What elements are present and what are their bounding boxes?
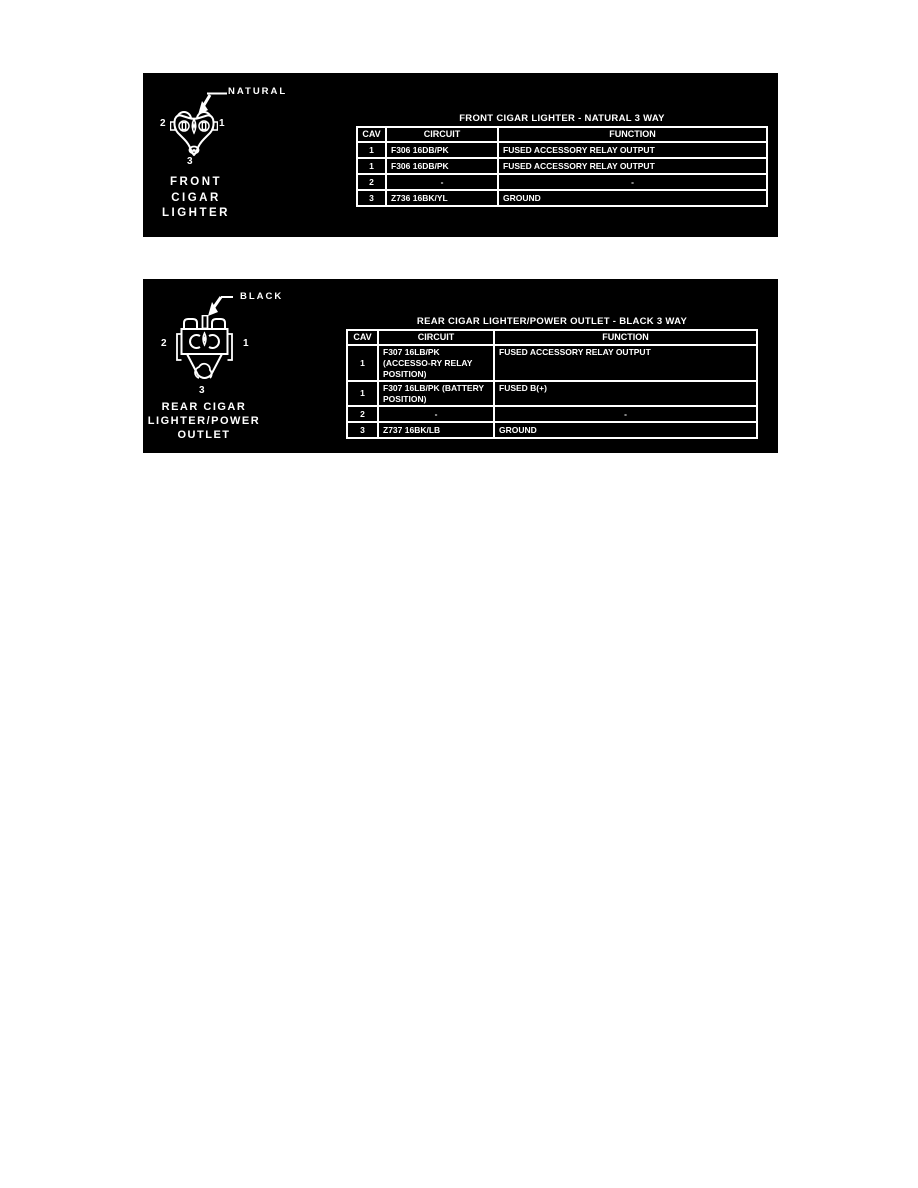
cav-cell: 3: [347, 422, 378, 438]
cav-cell: 2: [347, 406, 378, 422]
function-cell: GROUND: [498, 190, 767, 206]
cav-cell: 3: [357, 190, 386, 206]
table-row: [347, 381, 757, 406]
circuit-cell: F306 16DB/PK: [386, 142, 498, 158]
cav-header: CAV: [347, 330, 378, 345]
pin-3-label: 3: [187, 156, 193, 167]
pin-1-label: 1: [243, 338, 249, 349]
circuit-header: CIRCUIT: [386, 127, 498, 142]
cav-cell: 2: [357, 174, 386, 190]
front-cigar-lighter-panel: [143, 73, 778, 237]
function-cell: FUSED ACCESSORY RELAY OUTPUT: [494, 345, 757, 381]
function-header: FUNCTION: [494, 330, 757, 345]
pinout-table-block: [356, 113, 768, 207]
cav-cell: 1: [347, 345, 378, 381]
pinout-table: [356, 126, 768, 207]
connector-color-label: BLACK: [240, 291, 284, 302]
circuit-cell: Z737 16BK/LB: [378, 422, 494, 438]
caption-line: FRONT: [169, 176, 223, 188]
table-row: [347, 345, 757, 381]
caption-line: CIGAR: [171, 191, 221, 204]
connector-caption: [139, 400, 269, 442]
function-header: FUNCTION: [498, 127, 767, 142]
cav-header: CAV: [357, 127, 386, 142]
connector-caption: [151, 175, 241, 222]
pin-1-label: 1: [219, 118, 225, 129]
caption-line: LIGHTER: [162, 207, 230, 219]
rear-cigar-lighter-panel: [143, 279, 778, 453]
function-cell: FUSED B(+): [494, 381, 757, 406]
cav-cell: 1: [357, 158, 386, 174]
cav-cell: 1: [347, 381, 378, 406]
function-cell: -: [494, 406, 757, 422]
function-cell: -: [498, 174, 767, 190]
function-cell: GROUND: [494, 422, 757, 438]
table-row: [357, 158, 767, 174]
circuit-cell: -: [386, 174, 498, 190]
header-row: [357, 127, 767, 142]
pin-2-label: 2: [160, 118, 166, 129]
rear-connector-diagram: [176, 315, 233, 385]
circuit-cell: Z736 16BK/YL: [386, 190, 498, 206]
table-title: FRONT CIGAR LIGHTER - NATURAL 3 WAY: [459, 113, 665, 124]
table-row: [357, 190, 767, 206]
function-cell: FUSED ACCESSORY RELAY OUTPUT: [498, 142, 767, 158]
pinout-table: [346, 329, 758, 439]
pinout-table-block: [346, 316, 758, 439]
cav-cell: 1: [357, 142, 386, 158]
caption-line: REAR CIGAR: [161, 401, 247, 413]
circuit-cell: -: [378, 406, 494, 422]
pin-3-label: 3: [199, 385, 205, 396]
table-row: [357, 142, 767, 158]
caption-line: LIGHTER/POWER: [147, 415, 261, 427]
pin-2-label: 2: [161, 338, 167, 349]
circuit-cell: F307 16LB/PK (BATTERY POSITION): [378, 381, 494, 406]
caption-line: OUTLET: [177, 429, 231, 441]
table-title: REAR CIGAR LIGHTER/POWER OUTLET - BLACK 3 WAY: [416, 316, 688, 327]
circuit-cell: F306 16DB/PK: [386, 158, 498, 174]
circuit-header: CIRCUIT: [378, 330, 494, 345]
front-connector-diagram: [170, 111, 218, 157]
table-row: [347, 422, 757, 438]
table-row: [347, 406, 757, 422]
function-cell: FUSED ACCESSORY RELAY OUTPUT: [498, 158, 767, 174]
table-row: [357, 174, 767, 190]
header-row: [347, 330, 757, 345]
circuit-cell: F307 16LB/PK (ACCESSO-RY RELAY POSITION): [378, 345, 494, 381]
connector-color-label: NATURAL: [228, 86, 288, 97]
